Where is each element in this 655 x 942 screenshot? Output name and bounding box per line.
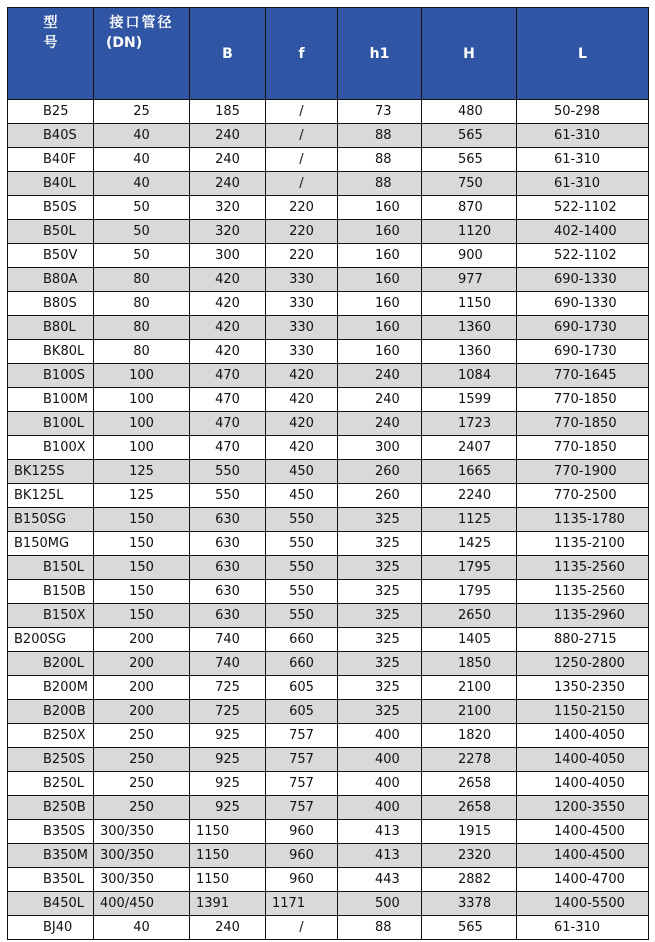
table-row (8, 388, 649, 412)
cell-h1: 325 (338, 580, 422, 604)
cell-h: 1915 (422, 820, 517, 844)
cell-b: 240 (190, 148, 266, 172)
cell-h: 2320 (422, 844, 517, 868)
table-row (8, 820, 649, 844)
cell-model: B80S (8, 292, 94, 316)
header-dn (94, 8, 190, 100)
cell-b: 420 (190, 292, 266, 316)
table-row (8, 676, 649, 700)
cell-dn: 200 (94, 652, 190, 676)
cell-dn: 125 (94, 460, 190, 484)
cell-h: 1820 (422, 724, 517, 748)
cell-h1: 400 (338, 748, 422, 772)
cell-l: 1400-4500 (517, 820, 649, 844)
cell-dn: 50 (94, 196, 190, 220)
cell-f: 960 (266, 868, 338, 892)
cell-f: 220 (266, 220, 338, 244)
cell-h1: 240 (338, 388, 422, 412)
cell-h: 1125 (422, 508, 517, 532)
table-row (8, 340, 649, 364)
cell-h1: 500 (338, 892, 422, 916)
cell-h1: 160 (338, 196, 422, 220)
cell-dn: 300/350 (94, 820, 190, 844)
table-row (8, 892, 649, 916)
table-row (8, 364, 649, 388)
cell-f: 330 (266, 340, 338, 364)
header-model-line2: 号 (43, 35, 58, 51)
table-row (8, 508, 649, 532)
cell-f: / (266, 124, 338, 148)
cell-model: B100X (8, 436, 94, 460)
cell-l: 770-1645 (517, 364, 649, 388)
table-row (8, 796, 649, 820)
table-row (8, 460, 649, 484)
cell-dn: 300/350 (94, 868, 190, 892)
table-row (8, 652, 649, 676)
cell-h: 1795 (422, 580, 517, 604)
cell-b: 1150 (190, 844, 266, 868)
cell-h1: 73 (338, 100, 422, 124)
table-row (8, 748, 649, 772)
table-row (8, 916, 649, 940)
header-b: B (190, 8, 266, 100)
cell-b: 300 (190, 244, 266, 268)
cell-b: 470 (190, 412, 266, 436)
cell-h1: 325 (338, 508, 422, 532)
cell-h: 1360 (422, 316, 517, 340)
cell-h1: 160 (338, 316, 422, 340)
table-header (8, 8, 649, 100)
cell-f: / (266, 172, 338, 196)
cell-b: 550 (190, 460, 266, 484)
cell-f: 605 (266, 676, 338, 700)
cell-model: B50L (8, 220, 94, 244)
table-row (8, 124, 649, 148)
cell-model: B200B (8, 700, 94, 724)
table-row (8, 268, 649, 292)
cell-f: 450 (266, 460, 338, 484)
cell-f: 550 (266, 604, 338, 628)
cell-model: BK125S (8, 460, 94, 484)
cell-f: / (266, 100, 338, 124)
cell-l: 402-1400 (517, 220, 649, 244)
cell-l: 690-1330 (517, 292, 649, 316)
cell-h: 565 (422, 916, 517, 940)
cell-h: 1150 (422, 292, 517, 316)
cell-l: 770-1850 (517, 412, 649, 436)
cell-f: 757 (266, 796, 338, 820)
cell-l: 522-1102 (517, 244, 649, 268)
cell-b: 925 (190, 796, 266, 820)
cell-h1: 413 (338, 844, 422, 868)
cell-h1: 88 (338, 148, 422, 172)
cell-b: 470 (190, 388, 266, 412)
cell-h: 565 (422, 148, 517, 172)
cell-dn: 150 (94, 604, 190, 628)
cell-h1: 160 (338, 340, 422, 364)
cell-dn: 250 (94, 724, 190, 748)
cell-b: 240 (190, 172, 266, 196)
cell-dn: 40 (94, 172, 190, 196)
cell-model: B350L (8, 868, 94, 892)
cell-h1: 160 (338, 268, 422, 292)
cell-l: 61-310 (517, 916, 649, 940)
cell-h: 2278 (422, 748, 517, 772)
cell-h: 2650 (422, 604, 517, 628)
cell-b: 740 (190, 628, 266, 652)
cell-f: 757 (266, 724, 338, 748)
cell-dn: 40 (94, 124, 190, 148)
cell-h1: 300 (338, 436, 422, 460)
cell-h: 1723 (422, 412, 517, 436)
cell-b: 240 (190, 124, 266, 148)
cell-f: 660 (266, 652, 338, 676)
cell-h1: 400 (338, 772, 422, 796)
cell-h: 1360 (422, 340, 517, 364)
cell-l: 61-310 (517, 124, 649, 148)
cell-b: 740 (190, 652, 266, 676)
cell-l: 1400-4050 (517, 772, 649, 796)
cell-dn: 100 (94, 436, 190, 460)
cell-b: 630 (190, 580, 266, 604)
cell-h: 1084 (422, 364, 517, 388)
cell-h1: 325 (338, 532, 422, 556)
cell-f: 220 (266, 244, 338, 268)
cell-f: 757 (266, 748, 338, 772)
table-row (8, 292, 649, 316)
cell-model: B250B (8, 796, 94, 820)
cell-model: B450L (8, 892, 94, 916)
cell-h: 2658 (422, 796, 517, 820)
cell-model: B350S (8, 820, 94, 844)
cell-h: 2882 (422, 868, 517, 892)
cell-dn: 200 (94, 700, 190, 724)
cell-b: 420 (190, 340, 266, 364)
header-dn-line1: 接口管径 (109, 15, 174, 31)
cell-h: 977 (422, 268, 517, 292)
table-row (8, 772, 649, 796)
cell-f: 1171 (266, 892, 338, 916)
cell-dn: 25 (94, 100, 190, 124)
cell-model: B80L (8, 316, 94, 340)
cell-h1: 400 (338, 796, 422, 820)
cell-h: 1120 (422, 220, 517, 244)
header-row (8, 8, 649, 100)
cell-f: 605 (266, 700, 338, 724)
cell-l: 770-1900 (517, 460, 649, 484)
cell-h1: 443 (338, 868, 422, 892)
cell-h1: 413 (338, 820, 422, 844)
cell-b: 420 (190, 316, 266, 340)
table-row (8, 700, 649, 724)
cell-h1: 325 (338, 604, 422, 628)
cell-model: B150L (8, 556, 94, 580)
cell-l: 1135-1780 (517, 508, 649, 532)
table-row (8, 844, 649, 868)
cell-l: 880-2715 (517, 628, 649, 652)
cell-model: B50V (8, 244, 94, 268)
cell-model: B200L (8, 652, 94, 676)
cell-b: 320 (190, 220, 266, 244)
cell-dn: 250 (94, 772, 190, 796)
cell-h: 1425 (422, 532, 517, 556)
cell-f: 550 (266, 508, 338, 532)
cell-model: B150B (8, 580, 94, 604)
cell-h1: 325 (338, 676, 422, 700)
table-row (8, 484, 649, 508)
cell-b: 925 (190, 748, 266, 772)
cell-l: 1400-4500 (517, 844, 649, 868)
cell-b: 725 (190, 700, 266, 724)
cell-h1: 260 (338, 484, 422, 508)
cell-b: 630 (190, 604, 266, 628)
header-model (8, 8, 94, 100)
cell-dn: 50 (94, 220, 190, 244)
table-row (8, 172, 649, 196)
cell-model: B150X (8, 604, 94, 628)
cell-f: 757 (266, 772, 338, 796)
table-row (8, 220, 649, 244)
header-dn-line2: (DN) (106, 35, 143, 51)
cell-b: 320 (190, 196, 266, 220)
cell-dn: 150 (94, 532, 190, 556)
cell-model: B40S (8, 124, 94, 148)
cell-h1: 400 (338, 724, 422, 748)
header-l: L (517, 8, 649, 100)
cell-b: 630 (190, 556, 266, 580)
table-row (8, 100, 649, 124)
cell-b: 630 (190, 508, 266, 532)
cell-h1: 160 (338, 244, 422, 268)
cell-f: 220 (266, 196, 338, 220)
table-row (8, 580, 649, 604)
cell-dn: 250 (94, 796, 190, 820)
cell-b: 470 (190, 436, 266, 460)
cell-h1: 160 (338, 292, 422, 316)
cell-h1: 240 (338, 364, 422, 388)
cell-model: B200M (8, 676, 94, 700)
cell-h1: 325 (338, 700, 422, 724)
cell-b: 1150 (190, 868, 266, 892)
cell-b: 1150 (190, 820, 266, 844)
cell-model: BK80L (8, 340, 94, 364)
cell-b: 240 (190, 916, 266, 940)
cell-model: B25 (8, 100, 94, 124)
cell-h: 1599 (422, 388, 517, 412)
cell-dn: 80 (94, 340, 190, 364)
cell-dn: 100 (94, 412, 190, 436)
cell-dn: 80 (94, 292, 190, 316)
cell-model: B350M (8, 844, 94, 868)
cell-h: 750 (422, 172, 517, 196)
cell-b: 550 (190, 484, 266, 508)
table-row (8, 148, 649, 172)
table-row (8, 724, 649, 748)
cell-f: 550 (266, 580, 338, 604)
cell-b: 470 (190, 364, 266, 388)
cell-f: 450 (266, 484, 338, 508)
cell-dn: 200 (94, 676, 190, 700)
cell-dn: 100 (94, 364, 190, 388)
cell-l: 50-298 (517, 100, 649, 124)
cell-h: 1795 (422, 556, 517, 580)
cell-f: 960 (266, 820, 338, 844)
cell-f: 420 (266, 412, 338, 436)
cell-b: 420 (190, 268, 266, 292)
cell-l: 1400-4050 (517, 724, 649, 748)
cell-model: B200SG (8, 628, 94, 652)
cell-l: 1135-2960 (517, 604, 649, 628)
cell-f: 330 (266, 268, 338, 292)
cell-l: 690-1730 (517, 340, 649, 364)
cell-f: / (266, 148, 338, 172)
spec-table (7, 7, 649, 940)
cell-b: 925 (190, 772, 266, 796)
cell-f: 550 (266, 532, 338, 556)
cell-h: 565 (422, 124, 517, 148)
cell-dn: 100 (94, 388, 190, 412)
cell-h1: 325 (338, 652, 422, 676)
cell-h: 870 (422, 196, 517, 220)
cell-model: BJ40 (8, 916, 94, 940)
cell-l: 1350-2350 (517, 676, 649, 700)
cell-h1: 260 (338, 460, 422, 484)
cell-model: B250X (8, 724, 94, 748)
header-model-line1: 型 (43, 15, 58, 31)
table-row (8, 628, 649, 652)
cell-h: 2658 (422, 772, 517, 796)
table-row (8, 436, 649, 460)
table-row (8, 532, 649, 556)
cell-l: 1135-2560 (517, 580, 649, 604)
cell-f: 330 (266, 316, 338, 340)
cell-b: 185 (190, 100, 266, 124)
cell-model: B250L (8, 772, 94, 796)
cell-l: 1200-3550 (517, 796, 649, 820)
cell-h: 1665 (422, 460, 517, 484)
table-body (8, 100, 649, 940)
cell-f: 550 (266, 556, 338, 580)
cell-f: 420 (266, 364, 338, 388)
cell-model: B100L (8, 412, 94, 436)
cell-h: 2240 (422, 484, 517, 508)
cell-l: 1150-2150 (517, 700, 649, 724)
cell-l: 1400-4700 (517, 868, 649, 892)
cell-dn: 150 (94, 556, 190, 580)
cell-h: 3378 (422, 892, 517, 916)
cell-l: 1400-5500 (517, 892, 649, 916)
cell-b: 725 (190, 676, 266, 700)
cell-dn: 40 (94, 148, 190, 172)
cell-dn: 50 (94, 244, 190, 268)
header-h1: h1 (338, 8, 422, 100)
cell-dn: 80 (94, 316, 190, 340)
cell-b: 925 (190, 724, 266, 748)
cell-f: 660 (266, 628, 338, 652)
cell-dn: 150 (94, 580, 190, 604)
cell-h: 900 (422, 244, 517, 268)
cell-h1: 88 (338, 124, 422, 148)
cell-model: B40F (8, 148, 94, 172)
cell-model: B100S (8, 364, 94, 388)
cell-b: 1391 (190, 892, 266, 916)
cell-dn: 80 (94, 268, 190, 292)
cell-model: B100M (8, 388, 94, 412)
cell-l: 770-1850 (517, 436, 649, 460)
cell-dn: 40 (94, 916, 190, 940)
cell-f: 420 (266, 388, 338, 412)
cell-h: 480 (422, 100, 517, 124)
cell-model: B80A (8, 268, 94, 292)
cell-h1: 240 (338, 412, 422, 436)
header-h: H (422, 8, 517, 100)
cell-l: 770-1850 (517, 388, 649, 412)
cell-l: 690-1330 (517, 268, 649, 292)
header-f: f (266, 8, 338, 100)
cell-f: 420 (266, 436, 338, 460)
cell-h: 2100 (422, 700, 517, 724)
cell-h: 2100 (422, 676, 517, 700)
cell-h1: 88 (338, 172, 422, 196)
cell-dn: 150 (94, 508, 190, 532)
cell-h: 1850 (422, 652, 517, 676)
table-row (8, 604, 649, 628)
cell-model: BK125L (8, 484, 94, 508)
table-row (8, 868, 649, 892)
cell-h1: 325 (338, 628, 422, 652)
cell-h: 2407 (422, 436, 517, 460)
cell-model: B250S (8, 748, 94, 772)
cell-b: 630 (190, 532, 266, 556)
cell-l: 61-310 (517, 148, 649, 172)
table-row (8, 412, 649, 436)
cell-dn: 250 (94, 748, 190, 772)
cell-l: 690-1730 (517, 316, 649, 340)
table-row (8, 556, 649, 580)
table-row (8, 316, 649, 340)
cell-h1: 88 (338, 916, 422, 940)
cell-l: 1400-4050 (517, 748, 649, 772)
cell-f: 960 (266, 844, 338, 868)
cell-model: B40L (8, 172, 94, 196)
table-row (8, 196, 649, 220)
cell-f: / (266, 916, 338, 940)
cell-l: 770-2500 (517, 484, 649, 508)
cell-l: 61-310 (517, 172, 649, 196)
cell-dn: 400/450 (94, 892, 190, 916)
cell-l: 522-1102 (517, 196, 649, 220)
cell-dn: 200 (94, 628, 190, 652)
cell-h: 1405 (422, 628, 517, 652)
cell-dn: 300/350 (94, 844, 190, 868)
cell-l: 1135-2560 (517, 556, 649, 580)
cell-model: B150SG (8, 508, 94, 532)
cell-h1: 325 (338, 556, 422, 580)
table-row (8, 244, 649, 268)
cell-l: 1250-2800 (517, 652, 649, 676)
cell-dn: 125 (94, 484, 190, 508)
cell-l: 1135-2100 (517, 532, 649, 556)
cell-model: B50S (8, 196, 94, 220)
cell-model: B150MG (8, 532, 94, 556)
cell-f: 330 (266, 292, 338, 316)
cell-h1: 160 (338, 220, 422, 244)
